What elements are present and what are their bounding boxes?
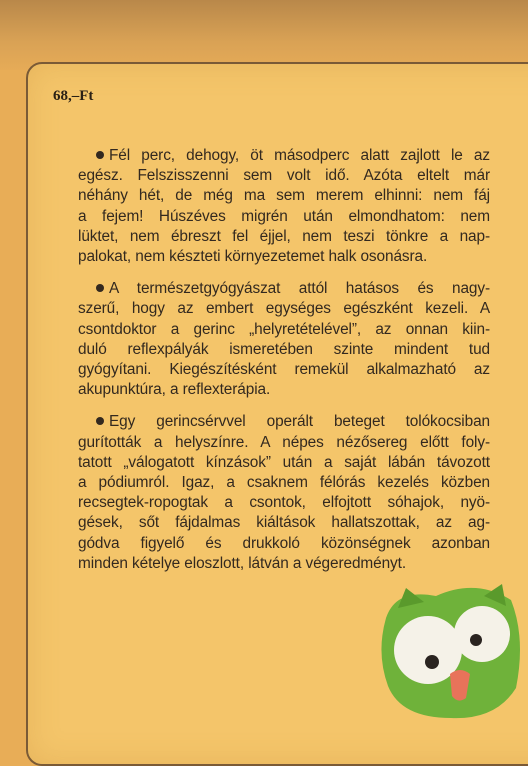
text-line: néhány hét, de még ma sem merem elhinni: nem fáj (78, 187, 490, 205)
paragraph (78, 279, 490, 400)
bullet-icon (96, 151, 104, 159)
text-line: lüktet, nem ébreszt fel éjjel, nem teszi tönkre a nap- (78, 227, 490, 245)
text-line: gurították a helyszínre. A népes nézősereg előtt foly- (78, 433, 490, 451)
text-line: gódva figyelő és drukkoló közönségnek azonban (78, 534, 490, 552)
text-line: gések, sőt fájdalmas kiáltások hallatszottak, az ag- (78, 514, 490, 532)
text-line: duló reflexpályák ismeretében szinte mindent tud (78, 340, 490, 358)
bullet-icon (96, 417, 104, 425)
text-line: tatott „válogatott kínzások” után a saját lábán távozott (78, 453, 490, 471)
text-line: a fejem! Húszéves migrén után elmondhatom: nem (78, 207, 490, 225)
text-line: A természetgyógyászat attól hatásos és nagy- (78, 279, 490, 299)
text-line: minden kételye eloszlott, látván a végeredményt. (78, 554, 406, 572)
paragraph (78, 146, 490, 267)
price-label: 68,–Ft (53, 88, 94, 104)
text-line: palokat, nem készteti környezetemet halk osonásra. (78, 248, 428, 266)
text-line: szerű, hogy az embert egységes egészként kezeli. A (78, 300, 490, 318)
text-line: akupunktúra, a reflexterápia. (78, 381, 271, 399)
text-line: a pódiumról. Igaz, a csaknem félórás kezelés közben (78, 474, 490, 492)
owl-logo-icon (376, 578, 526, 720)
bullet-icon (96, 284, 104, 292)
text-line: csontdoktor a gerinc „helyretételével”, az onnan kiin- (78, 320, 490, 338)
text-line: Egy gerincsérvvel operált beteget tolókocsiban (78, 412, 490, 432)
paragraph (78, 412, 490, 574)
body-text (78, 146, 490, 586)
text-line: gyógyítani. Kiegészítésként remekül alkalmazható az (78, 361, 490, 379)
background-shadow (0, 0, 528, 70)
text-line: recsegtek-ropogtak a csontok, elfojtott sóhajok, nyö- (78, 494, 490, 512)
text-line: egész. Felszisszenni sem volt idő. Azóta eltelt már (78, 167, 490, 185)
text-line: Fél perc, dehogy, öt másodperc alatt zajlott le az (78, 146, 490, 166)
